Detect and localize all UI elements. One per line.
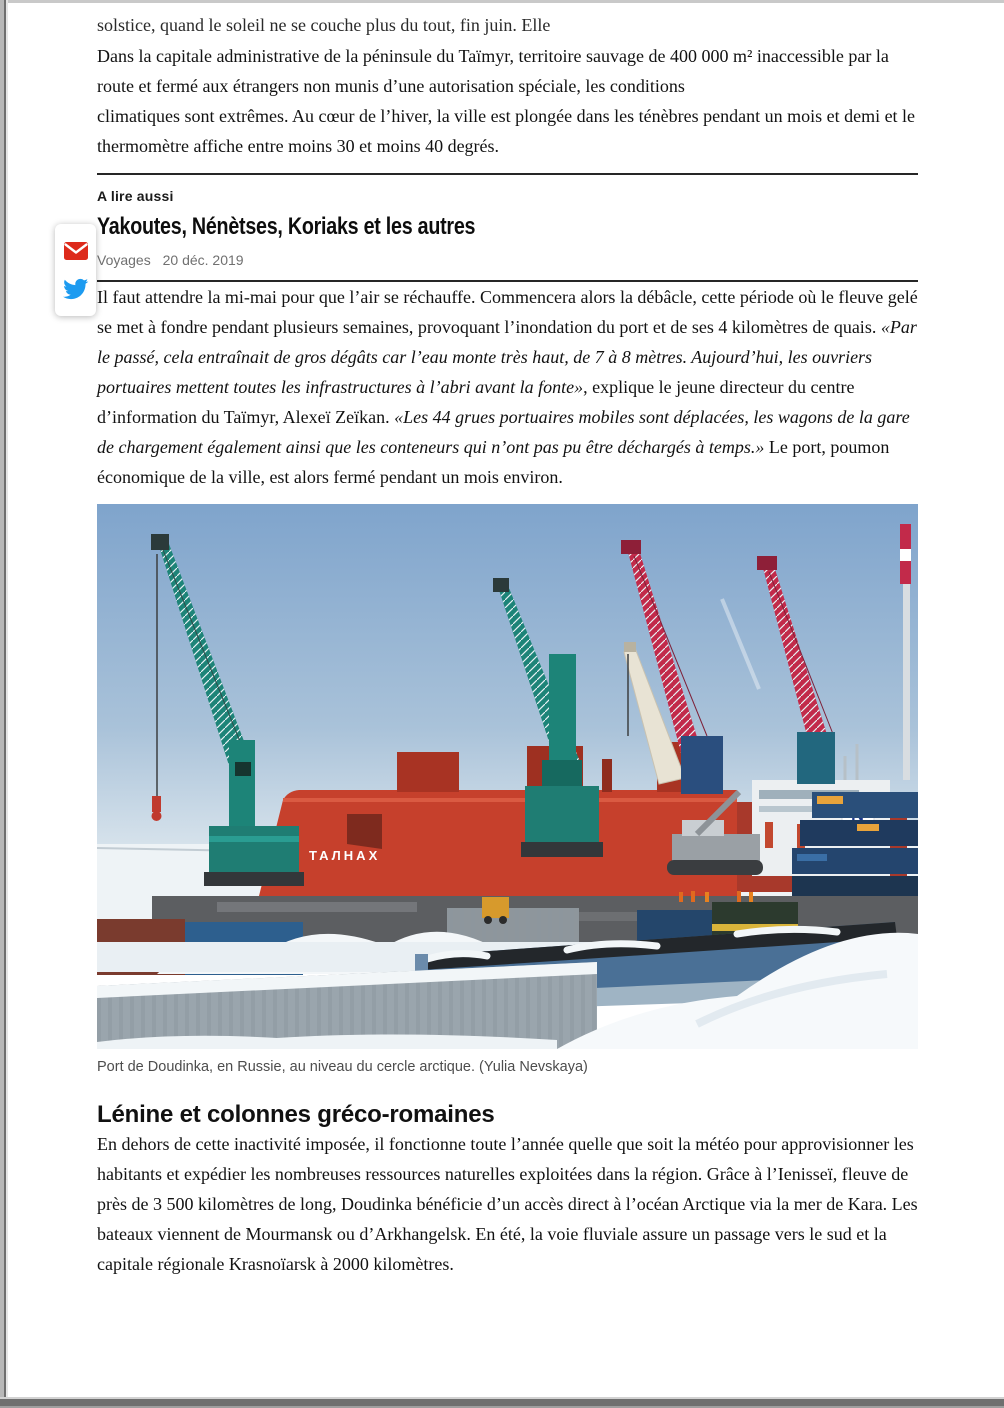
window-frame-top <box>0 0 1004 3</box>
read-also-date: 20 déc. 2019 <box>162 252 244 268</box>
p2-seg4: Le port, poumon économique de la ville, est alors fermé pendant un mois environ. <box>97 437 890 487</box>
paragraph-climat: climatiques sont extrêmes. Au cœur de l’hiver, la ville est plongée dans les ténèbres pendant un mois et demi et le thermomètre affiche entre moins 30 et moins 40 degrés. <box>97 106 916 156</box>
paragraph-ienissei: En dehors de cette inactivité imposée, il fonctionne toute l’année quelle que soit la météo pour approvisionner les habitants et expédier les nombreuses ressources naturelles exploitées dans la région. Grâce à l’Ienisseï, fleuve de près de 3 500 kilomètres de long, Doudinka bénéficie d’un accès direct à l’océan Arctique via la mer de Kara. Les bateaux viennent de Mourmansk ou d’Arkhangelsk. En été, la voie fluviale assure un passage vers le sud et la capitale régionale Krasnoïarsk à 2000 kilomètres. <box>97 1134 918 1274</box>
read-also-category: Voyages <box>97 252 151 268</box>
share-twitter-button[interactable] <box>63 276 89 302</box>
window-frame-bottom <box>0 1397 1004 1408</box>
read-also-title-text: Yakoutes, Nénètses, Koriaks et les autres <box>97 213 476 240</box>
port-photo <box>97 504 918 1049</box>
paragraph-taimyr: Dans la capitale administrative de la péninsule du Taïmyr, territoire sauvage de 400 000 m² inaccessible par la route et fermé aux étrangers non munis d’une autorisation spéciale, les conditions <box>97 46 889 96</box>
read-also-meta <box>97 252 918 268</box>
envelope-icon <box>63 238 89 264</box>
section-heading: Lénine et colonnes gréco-romaines <box>97 1101 495 1128</box>
clipped-text: solstice, quand le soleil ne se couche plus du tout, fin juin. Elle <box>97 15 551 35</box>
article-body <box>97 3 918 1279</box>
clipped-previous-line <box>97 15 918 41</box>
window-frame-left <box>0 0 8 1408</box>
p2-seg2: , explique le jeune directeur du centre d’information du Taïmyr, Alexeï Zeïkan. <box>97 377 855 427</box>
photo-caption: Port de Doudinka, en Russie, au niveau du cercle arctique. (Yulia Nevskaya) <box>97 1059 588 1075</box>
p2-quote1: «Par le passé, cela entraînait de gros dégâts car l’eau monte très haut, de 7 à 8 mètres. Aujourd’hui, les ouvriers portuaires mettent toutes les infrastructures à l’abri avant la fonte» <box>97 317 917 397</box>
read-also-box <box>97 173 918 282</box>
read-also-label: A lire aussi <box>97 188 174 204</box>
paragraph-debacle <box>97 282 918 492</box>
p2-seg0: Il faut attendre la mi-mai pour que l’air se réchauffe. Commencera alors la débâcle, cette période où le fleuve gelé se met à fondre pendant plusieurs semaines, provoquant l’inondation du port et de ses 4 kilomètres de quais. <box>97 287 918 337</box>
twitter-bird-icon <box>62 276 89 303</box>
share-toolbar <box>55 224 96 316</box>
p2-quote2: «Les 44 grues portuaires mobiles sont déplacées, les wagons de la gare de chargement également ainsi que les conteneurs qui n’ont pas pu être déchargés à temps.» <box>97 407 910 457</box>
share-email-button[interactable] <box>63 238 89 264</box>
read-also-title-link[interactable] <box>97 213 918 241</box>
article-figure <box>97 504 918 1075</box>
svg-text:ТАЛНАХ: ТАЛНАХ <box>309 848 381 863</box>
